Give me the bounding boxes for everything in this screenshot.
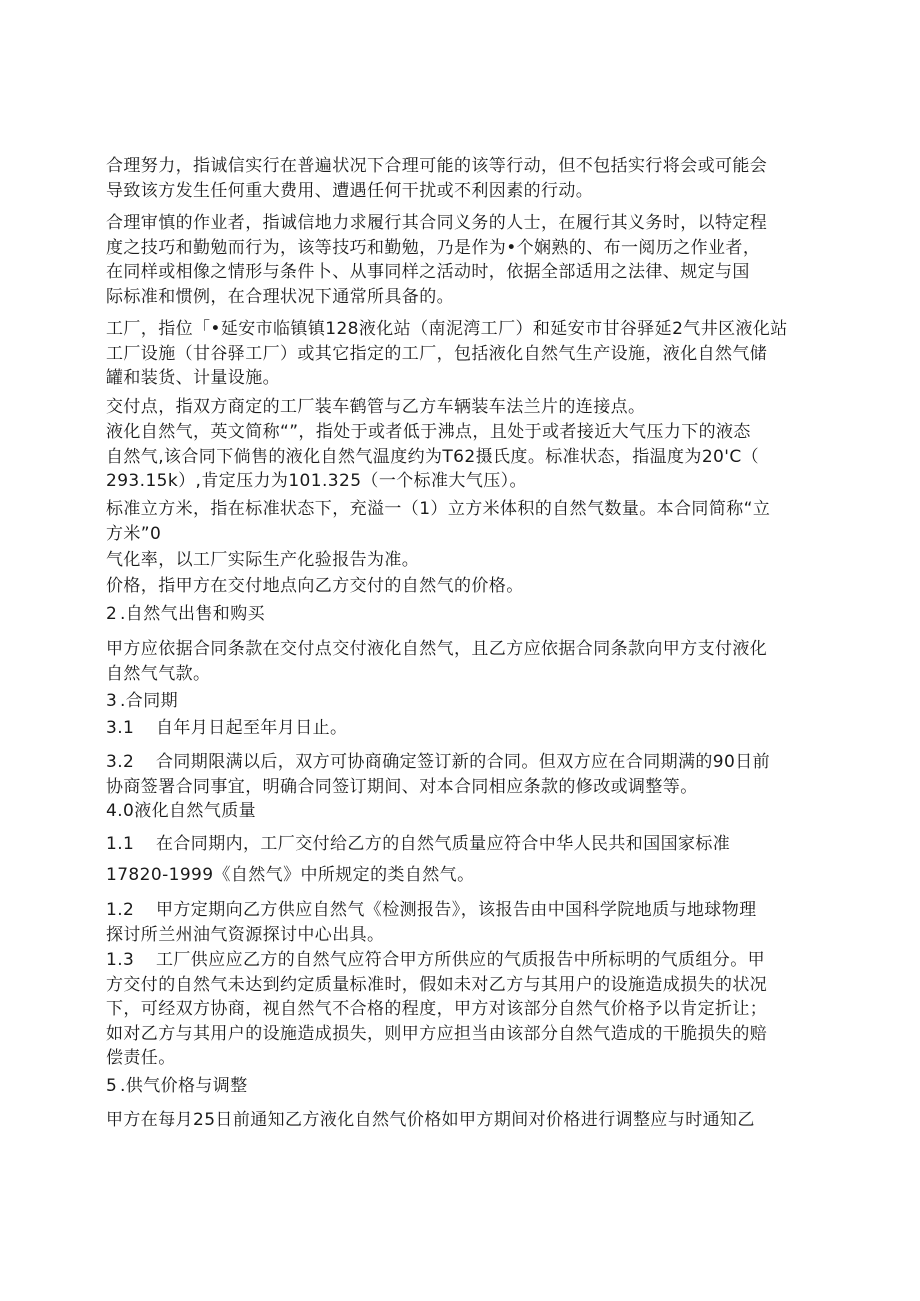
section-title: .供气价格与调整 <box>120 1076 248 1096</box>
para-lng <box>106 420 820 494</box>
text-line: 度之技巧和勤勉而行为，该等技巧和勤勉，乃是作为•个娴熟的、布一阅历之作业者， <box>106 237 761 258</box>
text-line: 协商签署合同事宜，明确合同签订期间、对本合同相应条款的修改或调整等。 <box>106 776 698 797</box>
section-number: 5 <box>106 1076 118 1096</box>
text-line: 导致该方发生任何重大费用、遭遇任何干扰或不利因素的行动。 <box>106 180 594 201</box>
section-heading-5 <box>106 1074 820 1099</box>
text-line: 交付点，指双方商定的工厂装车鹤管与乙方车辆装车法兰片的连接点。 <box>106 397 646 417</box>
text-line: 际标准和惯例，在合理状况下通常所具备的。 <box>106 286 454 307</box>
section-title: .合同期 <box>120 691 179 711</box>
section-heading-3 <box>106 689 820 714</box>
text-line: 标准立方米，指在标准状态下，充溢一（1）立方米体积的自然气数量。本合同简称“立 <box>106 499 771 519</box>
text-line: 气化率，以工厂实际生产化验报告为准。 <box>106 550 420 570</box>
clause-number: 1.2 <box>106 900 135 920</box>
text-line: 自然气,该合同下倘售的液化自然气温度约为T62摄氏度。标准状态，指温度为20'C（ <box>106 446 759 467</box>
text-line: 方交付的自然气未达到约定质量标准时，假如未对乙方与其用户的设施造成损失的状况 <box>106 974 768 995</box>
clause-1-3 <box>106 948 820 1071</box>
para-standard-cubic-meter <box>106 497 820 546</box>
section-heading-2 <box>106 602 820 627</box>
clause-3-1 <box>106 716 820 741</box>
text-line: 下，可经双方协商，视自然气不合格的程度，甲方对该部分自然气价格予以肯定折让； <box>106 999 768 1019</box>
para-sale-purchase <box>106 637 820 686</box>
text-line: 17820-1999《自然气》中所规定的类自然气。 <box>106 865 475 885</box>
para-delivery-point <box>106 395 820 420</box>
para-price <box>106 574 820 599</box>
section-number: 3 <box>106 691 118 711</box>
text-line: 在合同期内，工厂交付给乙方的自然气质量应符合中华人民共和国国家标准 <box>156 834 731 854</box>
section-heading-4 <box>106 799 820 824</box>
text-line: 自然气气款。 <box>106 663 211 684</box>
text-line: 甲方应依据合同条款在交付点交付液化自然气，且乙方应依据合同条款向甲方支付液化 <box>106 639 768 659</box>
text-line: 液化自然气，英文简称“”，指处于或者低于沸点，且处于或者接近大气压力下的液态 <box>106 422 751 442</box>
clause-number: 1.3 <box>106 950 135 970</box>
section-title: .自然气出售和购买 <box>120 604 266 624</box>
para-gasification-rate <box>106 548 820 573</box>
para-reasonable-efforts <box>106 154 820 203</box>
text-line: 甲方在每月25日前通知乙方液化自然气价格如甲方期间对价格进行调整应与时通知乙 <box>106 1110 755 1130</box>
clause-3-2 <box>106 750 820 799</box>
text-line: 合理审慎的作业者，指诚信地力求履行其合同义务的人士，在履行其义务时，以特定程 <box>106 213 768 233</box>
text-line: 293.15k）,肯定压力为101.325（一个标准大气压）。 <box>106 471 527 491</box>
section-number: 2 <box>106 604 118 624</box>
clause-number: 3.1 <box>106 718 135 738</box>
text-line: 工厂设施（甘谷驿工厂）或其它指定的工厂，包括液化自然气生产设施，液化自然气储 <box>106 343 768 364</box>
para-plant <box>106 317 820 391</box>
text-line: 方米”0 <box>106 523 162 544</box>
text-line: 偿责任。 <box>106 1048 176 1068</box>
clause-number: 1.1 <box>106 834 135 854</box>
text-line: 价格，指甲方在交付地点向乙方交付的自然气的价格。 <box>106 576 524 596</box>
text-line: 如对乙方与其用户的设施造成损失，则甲方应担当由该部分自然气造成的干脆损失的赔 <box>106 1023 768 1044</box>
text-line: 工厂供应应乙方的自然气应符合甲方所供应的气质报告中所标明的气质组分。甲 <box>156 950 765 970</box>
text-line: 探讨所兰州油气资源探讨中心出具。 <box>106 924 385 945</box>
para-standard-ref <box>106 863 820 888</box>
text-line: 在同样或相像之情形与条件卜、从事同样之活动时，依据全部适用之法律、规定与国 <box>106 262 750 282</box>
text-line: 自年月日起至年月日止。 <box>156 718 348 738</box>
text-line: 合同期限满以后，双方可协商确定签订新的合同。但双方应在合同期满的90日前 <box>156 752 771 772</box>
text-line: 罐和装货、计量设施。 <box>106 368 280 388</box>
clause-1-1 <box>106 832 820 857</box>
para-price-notice <box>106 1108 820 1133</box>
text-line: 工厂，指位「•延安市临镇镇128液化站（南泥湾工厂）和延安市甘谷驿延2气井区液化站 <box>106 319 788 339</box>
text-line: 合理努力，指诚信实行在普遍状况下合理可能的该等行动，但不包括实行将会或可能会 <box>106 156 768 176</box>
para-prudent-operator <box>106 211 820 309</box>
clause-1-2 <box>106 898 820 947</box>
text-line: 甲方定期向乙方供应自然气《检测报告》，该报告由中国科学院地质与地球物理 <box>156 900 757 920</box>
clause-number: 3.2 <box>106 752 135 772</box>
section-title: 4.0液化自然气质量 <box>106 801 257 821</box>
